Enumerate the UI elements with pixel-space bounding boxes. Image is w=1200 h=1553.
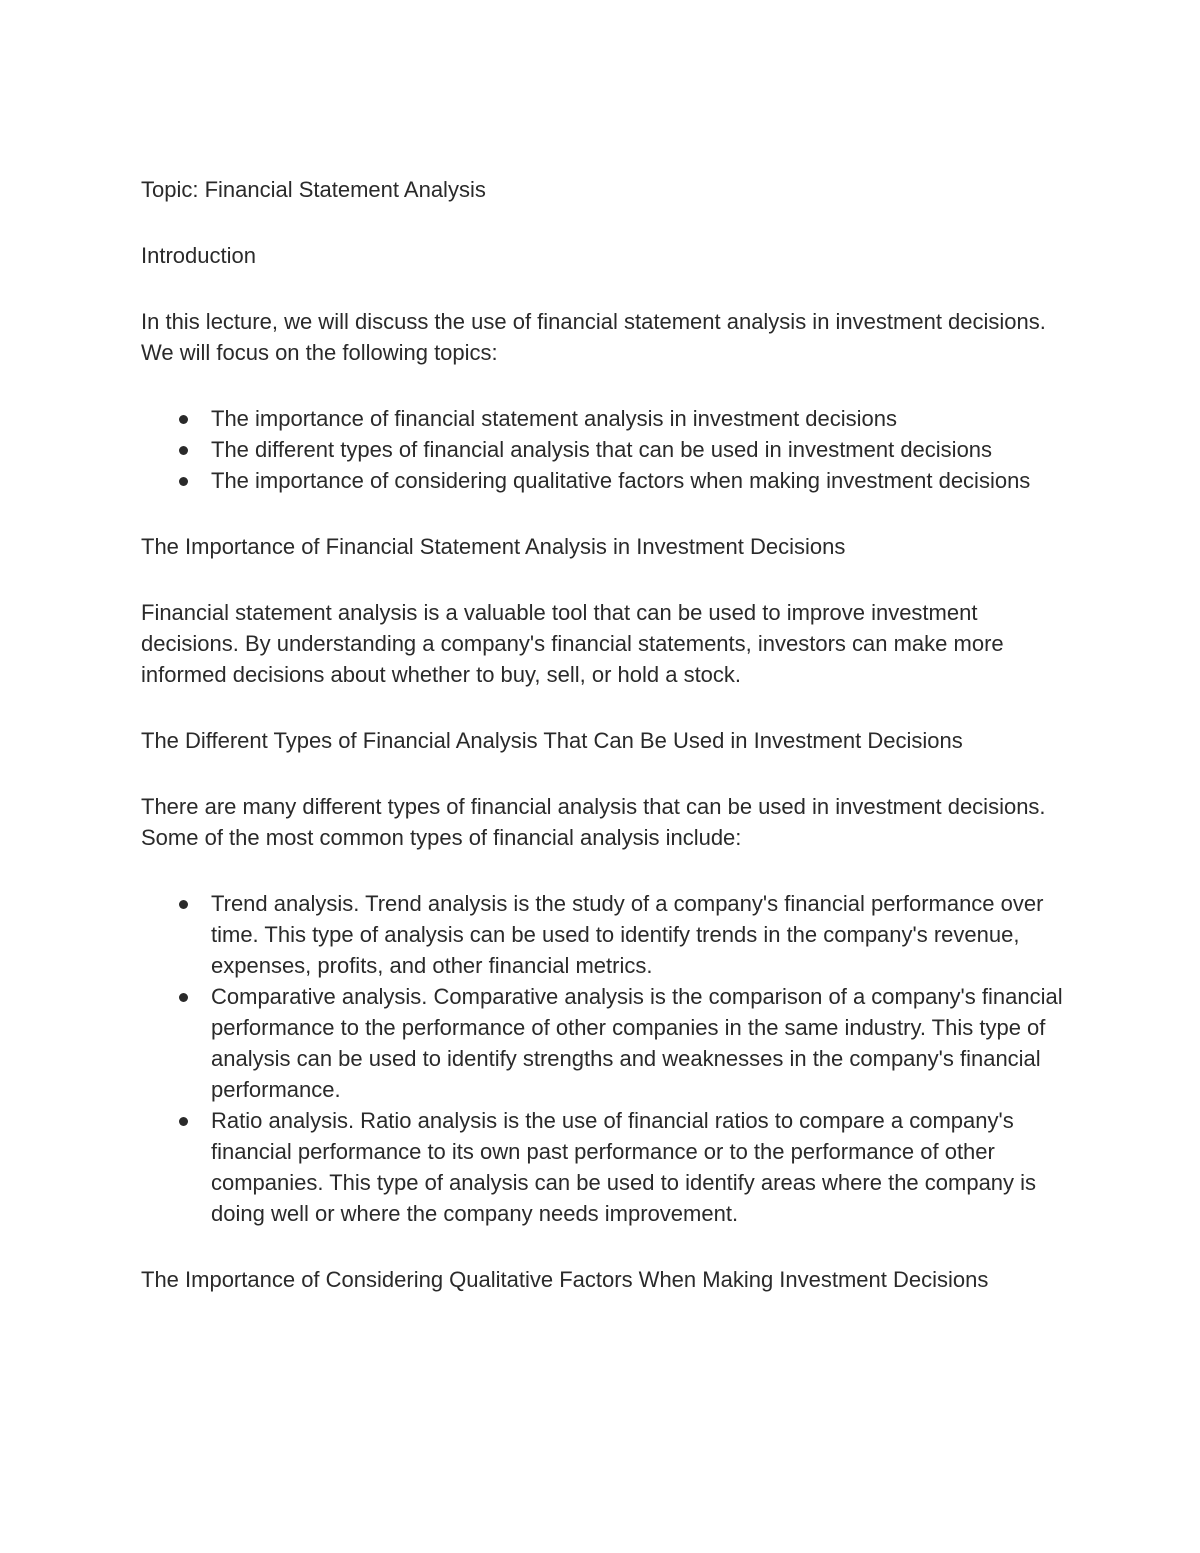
list-item xyxy=(141,981,1066,1105)
list-item-text: The importance of considering qualitative factors when making investment decisions xyxy=(211,468,1031,493)
section-heading: The Different Types of Financial Analysis That Can Be Used in Investment Decisions xyxy=(141,728,963,753)
intro-paragraph: In this lecture, we will discuss the use of financial statement analysis in investment decisions. We will focus on the following topics: xyxy=(141,309,1046,365)
list-item-text: The different types of financial analysis that can be used in investment decisions xyxy=(211,437,993,462)
bullet-icon xyxy=(179,477,188,486)
topic-title: Topic: Financial Statement Analysis xyxy=(141,177,486,202)
bullet-icon xyxy=(179,993,188,1002)
intro-bullet-list xyxy=(141,403,1066,496)
list-item-text: Comparative analysis. Comparative analysis is the comparison of a company's financial performance to the performance of other companies in the same industry. This type of analysis can be used to identify strengths and weaknesses in the company's financial performance. xyxy=(211,984,1063,1102)
analysis-types-list xyxy=(141,888,1066,1229)
list-item-text: Trend analysis. Trend analysis is the study of a company's financial performance over time. This type of analysis can be used to identify trends in the company's revenue, expenses, profits, and other financial metrics. xyxy=(211,891,1044,978)
bullet-icon xyxy=(179,446,188,455)
section-heading: The Importance of Considering Qualitative Factors When Making Investment Decisions xyxy=(141,1267,989,1292)
bullet-icon xyxy=(179,415,188,424)
intro-heading: Introduction xyxy=(141,243,256,268)
bullet-icon xyxy=(179,1117,188,1126)
list-item xyxy=(141,465,1066,496)
section-paragraph: Financial statement analysis is a valuable tool that can be used to improve investment decisions. By understanding a company's financial statements, investors can make more informed decisions about whether to buy, sell, or hold a stock. xyxy=(141,600,1004,687)
bullet-icon xyxy=(179,900,188,909)
document-page xyxy=(141,174,1066,1330)
list-item xyxy=(141,403,1066,434)
list-item xyxy=(141,434,1066,465)
list-item-text: The importance of financial statement analysis in investment decisions xyxy=(211,406,898,431)
list-item-text: Ratio analysis. Ratio analysis is the use of financial ratios to compare a company's financial performance to its own past performance or to the performance of other companies. This type of analysis can be used to identify areas where the company is doing well or where the company needs improvement. xyxy=(211,1108,1037,1226)
section-paragraph: There are many different types of financial analysis that can be used in investment decisions. Some of the most common types of financial analysis include: xyxy=(141,794,1046,850)
section-heading: The Importance of Financial Statement Analysis in Investment Decisions xyxy=(141,534,846,559)
list-item xyxy=(141,888,1066,981)
list-item xyxy=(141,1105,1066,1229)
